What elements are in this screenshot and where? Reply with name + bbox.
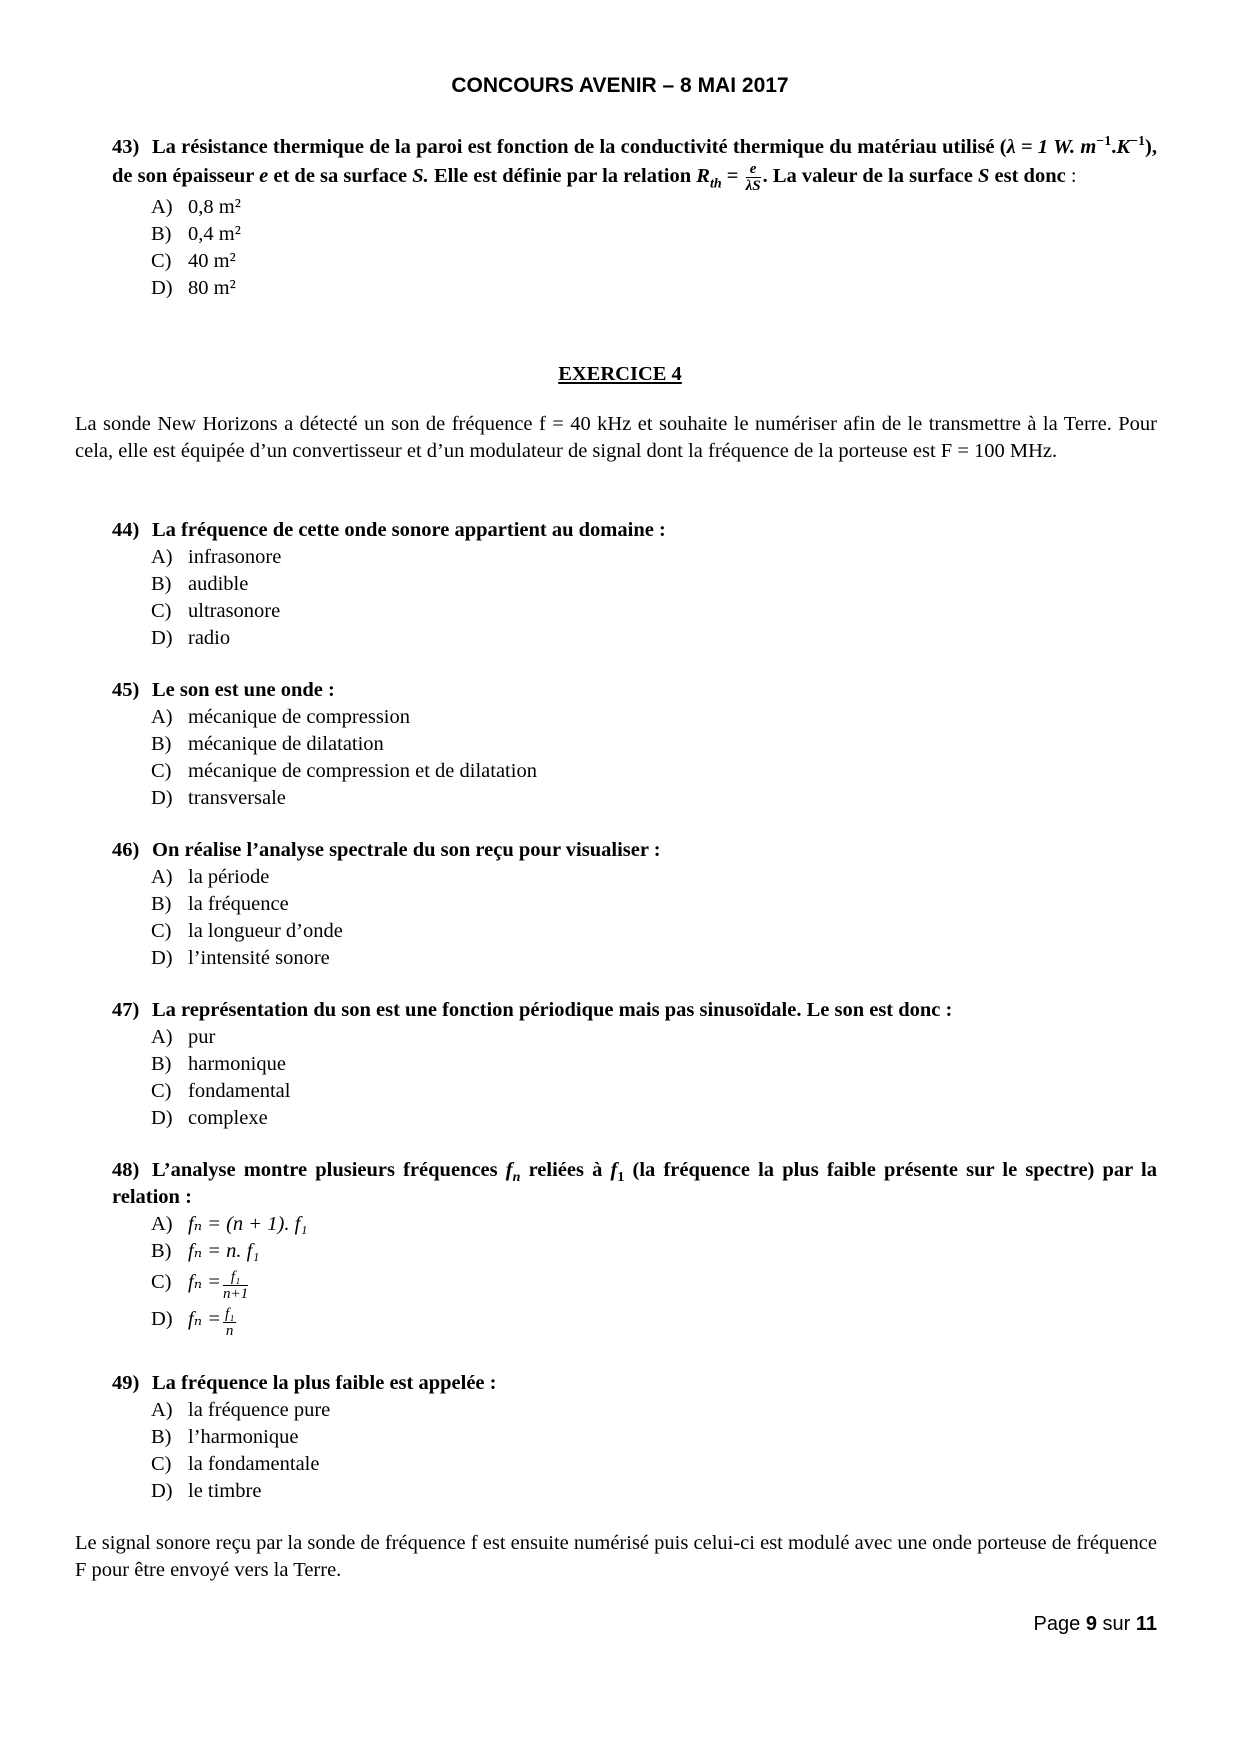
thermal-resistance-fraction: $\frac{e}{\lambda S}$ — [745, 161, 761, 194]
page-header: CONCOURS AVENIR – 8 MAI 2017 — [451, 74, 789, 97]
answer-option[interactable]: D) 80 m² — [151, 277, 236, 299]
question-number: 43) — [112, 136, 140, 158]
answer-option[interactable]: C) fₙ = $\frac{\text{f₁}}{n+1}$ — [151, 1269, 249, 1302]
answer-option[interactable]: D) radio — [151, 627, 231, 649]
answer-option[interactable]: B) mécanique de dilatation — [151, 733, 384, 755]
answer-option[interactable]: A) mécanique de compression — [151, 706, 411, 728]
answer-option[interactable]: B) l’harmonique — [151, 1426, 299, 1448]
answer-options — [151, 194, 1157, 302]
answer-option[interactable]: B) audible — [151, 573, 249, 595]
closing-paragraph: Le signal sonore reçu par la sonde de fréquence f est ensuite numérisé puis celui-ci est modulé avec une onde porteuse de fréquence F pour être envoyé vers la Terre. — [75, 1532, 1157, 1581]
answer-option[interactable]: A) la fréquence pure — [151, 1399, 331, 1421]
answer-option[interactable]: C) ultrasonore — [151, 600, 281, 622]
answer-option[interactable]: D) complexe — [151, 1107, 268, 1129]
answer-option[interactable]: D) le timbre — [151, 1480, 262, 1502]
question-47: 47) La représentation du son est une fonction périodique mais pas sinusoïdale. Le son est donc : A) pur B) harmonique C) fondamental D) complexe — [112, 997, 1157, 1132]
question-43 — [112, 134, 1157, 302]
answer-option[interactable]: D) fₙ = $\frac{\text{f₁}}{n}$ — [151, 1306, 235, 1339]
answer-option[interactable]: C) fondamental — [151, 1080, 291, 1102]
question-44: 44) La fréquence de cette onde sonore appartient au domaine : A) infrasonore B) audible C) ultrasonore D) radio — [112, 517, 1157, 652]
answer-option[interactable]: D) l’intensité sonore — [151, 947, 330, 969]
answer-option[interactable]: B) fₙ = n. f₁ — [151, 1240, 260, 1262]
answer-option[interactable]: C) 40 m² — [151, 250, 236, 272]
question-48: 48) L’analyse montre plusieurs fréquences $f_n$ reliées à $f_1$ (la fréquence la plus faible présente sur le spectre) par la relation : A) fₙ = (n + 1). f₁ B) fₙ = n. f₁ C) fₙ = $\frac{\text{f₁}}{n+1}$ D) fₙ = $\frac{\text{f₁}}{n}$ — [112, 1159, 1157, 1339]
exercise-title: EXERCICE 4 — [558, 363, 682, 385]
answer-option[interactable]: A) pur — [151, 1026, 216, 1048]
answer-option[interactable]: C) la longueur d’onde — [151, 920, 343, 942]
answer-option[interactable]: D) transversale — [151, 787, 286, 809]
question-43-text: 43) La résistance thermique de la paroi est fonction de la conductivité thermique du matériau utilisé (λ = 1 W. $m^{-1}.K^{-1}$), de son épaisseur e et de sa surface S. Elle est définie par la relation $R_{th}$ = $\frac{e}{\lambda S}$ . La valeur de la surface S est donc : — [112, 134, 1157, 194]
answer-option[interactable]: C) mécanique de compression et de dilatation — [151, 760, 537, 782]
answer-option[interactable]: B) la fréquence — [151, 893, 289, 915]
question-45: 45) Le son est une onde : A) mécanique de compression B) mécanique de dilatation C) mécanique de compression et de dilatation D) transversale — [112, 677, 1157, 812]
question-46: 46) On réalise l’analyse spectrale du son reçu pour visualiser : A) la période B) la fréquence C) la longueur d’onde D) l’intensité sonore — [112, 837, 1157, 972]
answer-option[interactable]: A) fₙ = (n + 1). f₁ — [151, 1213, 308, 1235]
answer-option[interactable]: A) 0,8 m² — [151, 196, 241, 218]
answer-option[interactable]: C) la fondamentale — [151, 1453, 320, 1475]
answer-option[interactable]: B) 0,4 m² — [151, 223, 241, 245]
exercise-intro: La sonde New Horizons a détecté un son de fréquence f = 40 kHz et souhaite le numériser afin de le transmettre à la Terre. Pour cela, elle est équipée d’un convertisseur et d’un modulateur de signal dont la fréquence de la porteuse est F = 100 MHz. — [75, 413, 1157, 462]
page-footer: Page 9 sur 11 — [1033, 1613, 1157, 1635]
answer-option[interactable]: A) infrasonore — [151, 546, 282, 568]
answer-option[interactable]: B) harmonique — [151, 1053, 286, 1075]
question-49: 49) La fréquence la plus faible est appelée : A) la fréquence pure B) l’harmonique C) la fondamentale D) le timbre — [112, 1370, 1157, 1505]
answer-option[interactable]: A) la période — [151, 866, 270, 888]
